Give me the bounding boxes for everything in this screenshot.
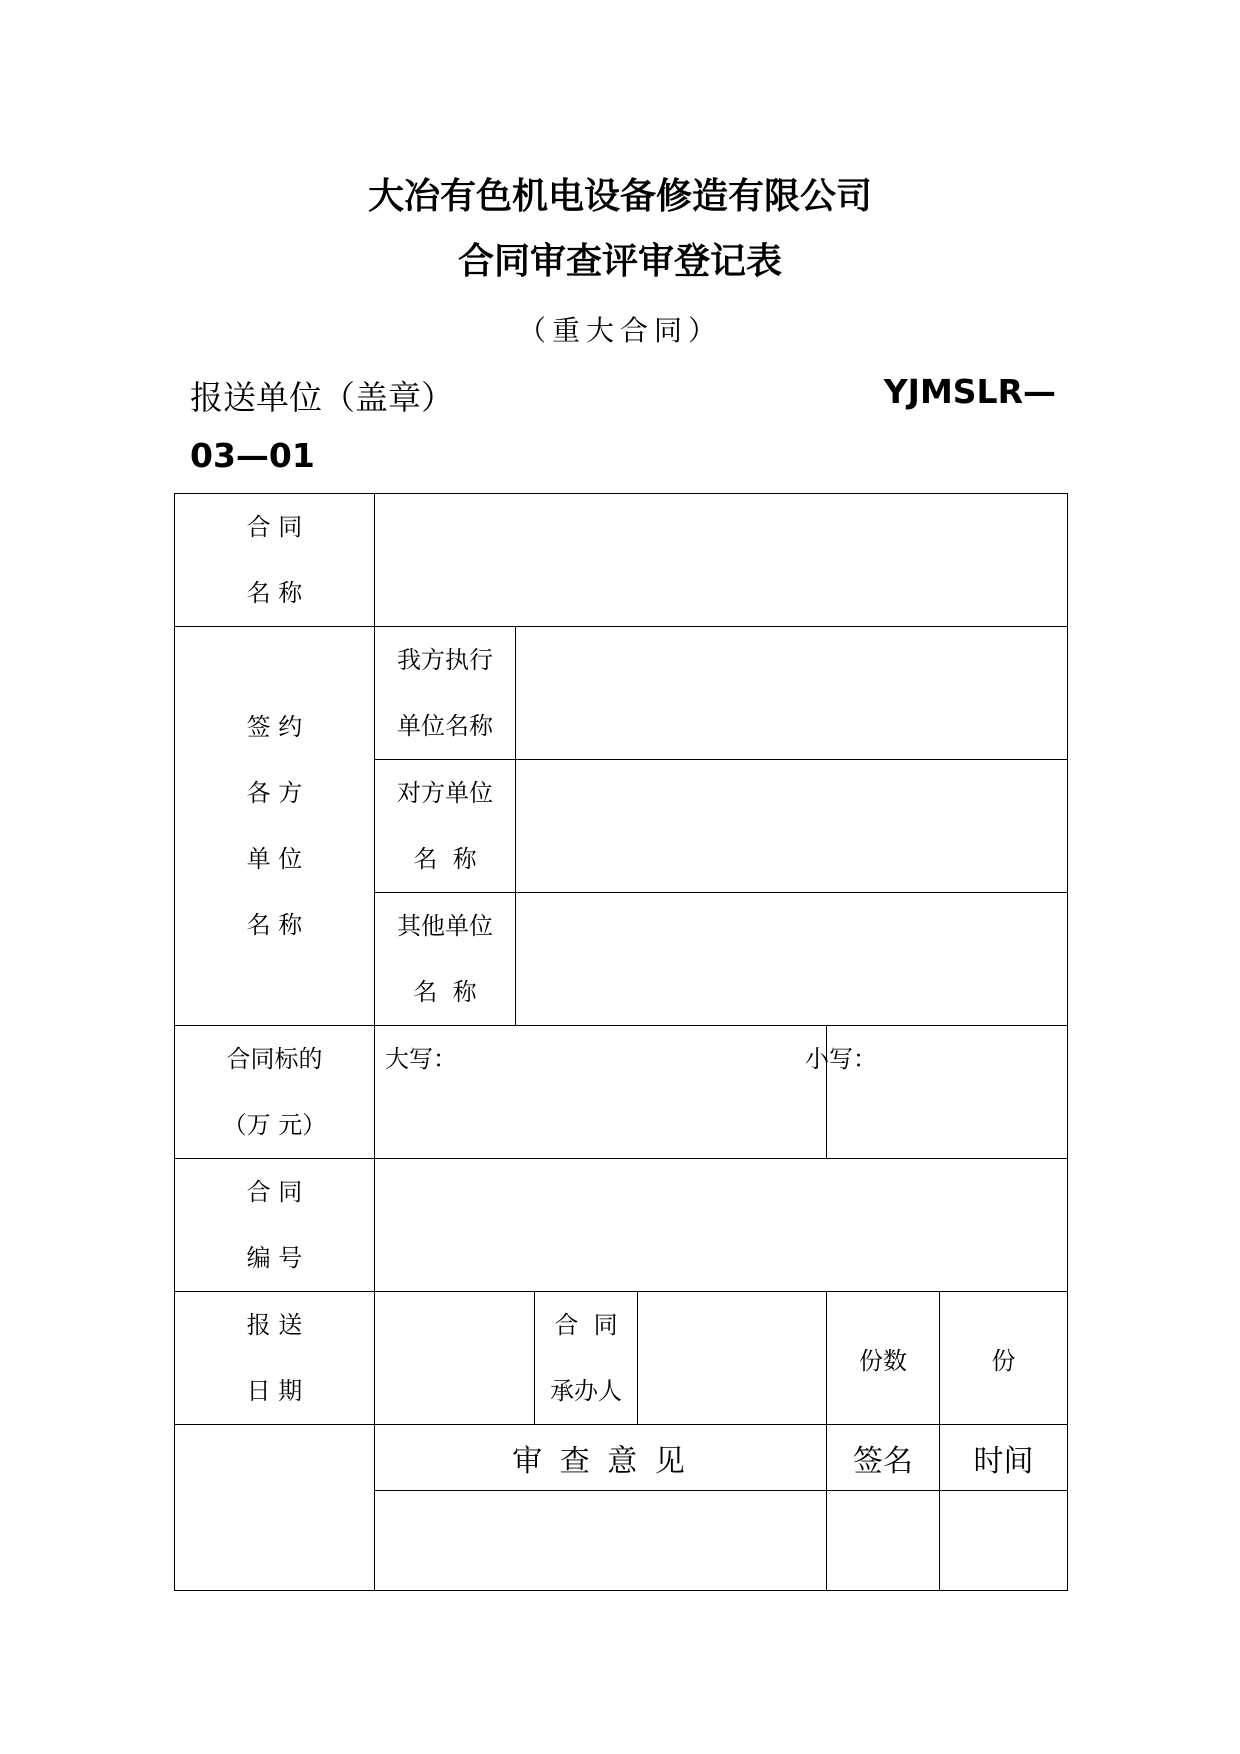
contract-name-field[interactable]: [375, 494, 1068, 627]
time-header: 时间: [940, 1425, 1068, 1491]
amount-lower-field[interactable]: [805, 1026, 1068, 1159]
time-field[interactable]: [940, 1491, 1068, 1591]
handler-label: 合 同 承办人: [535, 1292, 638, 1425]
copies-unit: 份: [991, 1346, 1016, 1375]
copies-label: 份数: [827, 1292, 940, 1425]
other-unit-field[interactable]: [516, 893, 1068, 1026]
review-opinion-header: 审 查 意 见: [375, 1425, 827, 1491]
parties-label: 签 约 各 方 单 位 名 称: [175, 627, 375, 1026]
form-code-part1: YJMSLR—: [883, 372, 1056, 411]
counterparty-label: 对方单位 名 称: [375, 760, 516, 893]
contract-name-label: 合 同 名 称: [175, 494, 375, 627]
amount-upper-field[interactable]: [375, 1026, 827, 1159]
signature-field[interactable]: [827, 1491, 940, 1591]
amount-label: 合同标的 （万 元）: [175, 1026, 375, 1159]
form-subtitle: （重大合同）: [517, 314, 722, 347]
amount-lower-label: 小写：: [805, 1045, 877, 1073]
our-unit-field[interactable]: [516, 627, 1068, 760]
our-unit-label: 我方执行 单位名称: [375, 627, 516, 760]
submit-date-field[interactable]: [375, 1292, 535, 1425]
review-opinion-field[interactable]: [375, 1491, 827, 1591]
amount-upper-label: 大写：: [385, 1045, 457, 1073]
submit-date-label: 报 送 日 期: [175, 1292, 375, 1425]
sender-unit-label: 报送单位（盖章）: [190, 378, 454, 417]
review-side-cell: [175, 1425, 375, 1591]
handler-field[interactable]: [638, 1292, 827, 1425]
signature-header: 签名: [827, 1425, 940, 1491]
form-code-part2: 03—01: [190, 436, 315, 475]
contract-number-field[interactable]: [375, 1159, 1068, 1292]
other-unit-label: 其他单位 名 称: [375, 893, 516, 1026]
form-title: 合同审查评审登记表: [457, 241, 782, 282]
counterparty-field[interactable]: [516, 760, 1068, 893]
registration-table: [174, 493, 1068, 1591]
copies-field[interactable]: [940, 1292, 1068, 1425]
company-title: 大冶有色机电设备修造有限公司: [367, 176, 872, 217]
contract-number-label: 合 同 编 号: [175, 1159, 375, 1292]
